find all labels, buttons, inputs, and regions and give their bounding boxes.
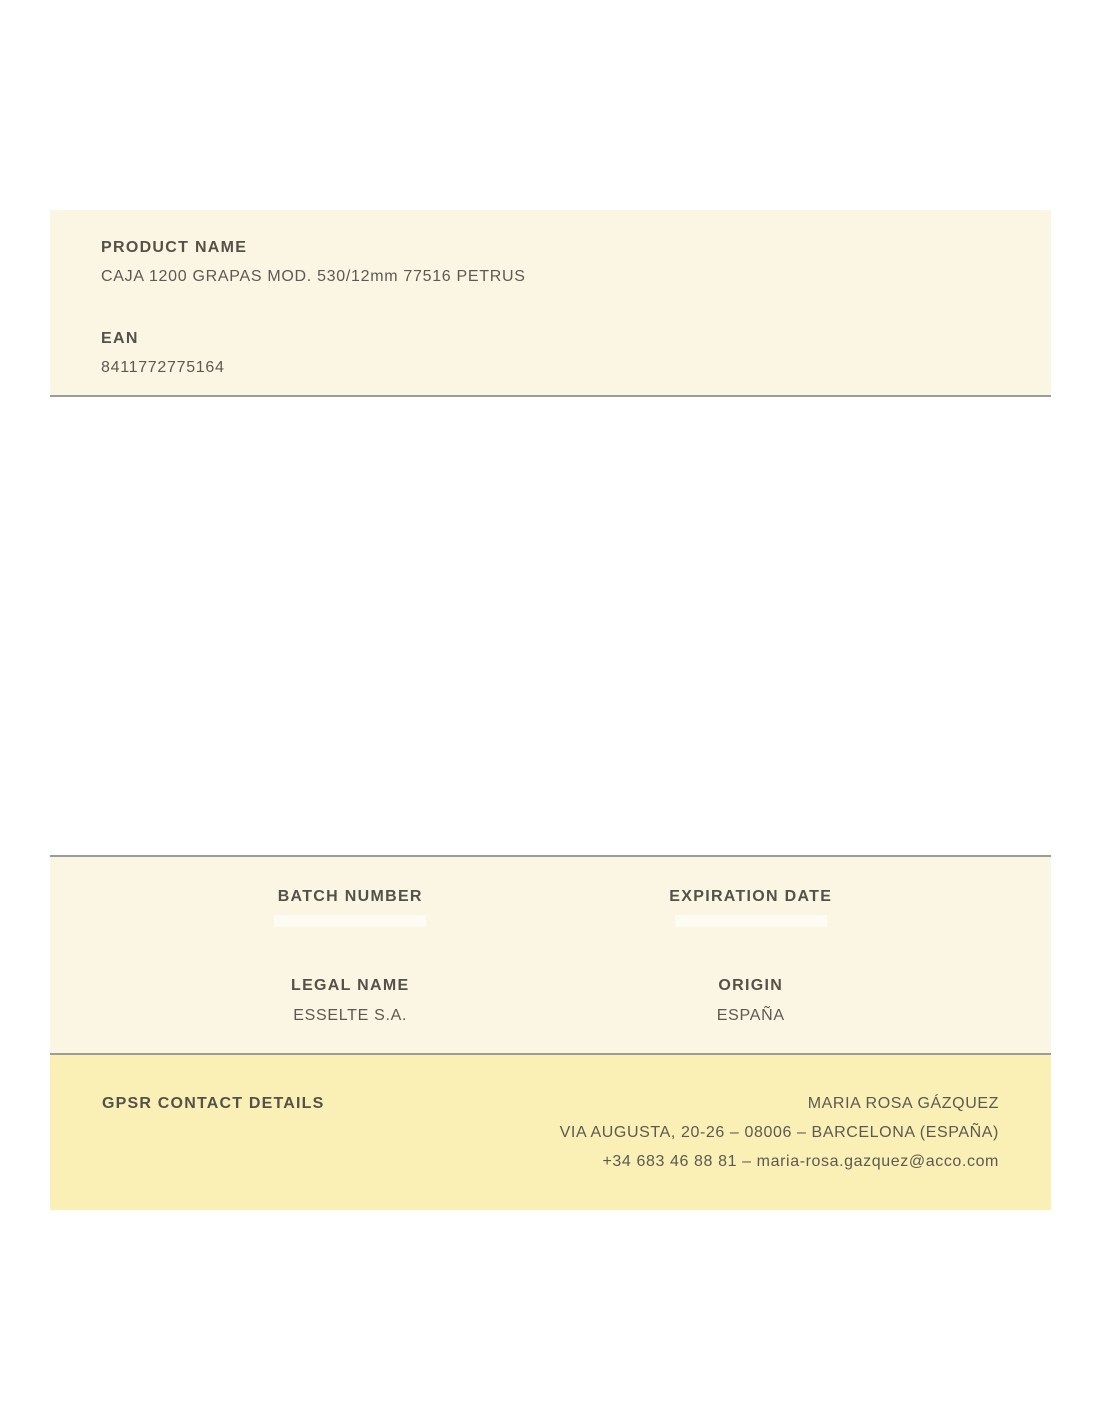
product-name-field [101, 239, 1000, 286]
batch-origin-panel [50, 855, 1051, 1055]
gpsr-contact-panel [50, 1055, 1051, 1210]
ean-label: EAN [101, 330, 139, 347]
legal-name-label: LEGAL NAME [291, 977, 410, 994]
product-info-panel [50, 210, 1051, 397]
expiration-date-label: EXPIRATION DATE [669, 888, 833, 905]
expiration-date-value-field [675, 915, 827, 927]
origin-value: ESPAÑA [716, 1007, 785, 1024]
origin-cell [551, 977, 952, 1025]
batch-number-label: BATCH NUMBER [277, 888, 423, 905]
gpsr-contact-info [560, 1089, 999, 1176]
legal-name-value: ESSELTE S.A. [293, 1007, 408, 1024]
batch-number-cell [150, 888, 551, 927]
details-grid [150, 888, 951, 1025]
expiration-date-cell [551, 888, 952, 927]
contact-address: VIA AUGUSTA, 20-26 – 08006 – BARCELONA (ESPAÑA) [559, 1124, 999, 1141]
product-name-label: PRODUCT NAME [101, 239, 248, 256]
product-name-value: CAJA 1200 GRAPAS MOD. 530/12mm 77516 PETRUS [101, 268, 526, 285]
batch-number-value-field [274, 915, 426, 927]
legal-name-cell [150, 977, 551, 1025]
origin-label: ORIGIN [718, 977, 784, 994]
contact-name: MARIA ROSA GÁZQUEZ [807, 1095, 999, 1112]
gpsr-contact-details-label: GPSR CONTACT DETAILS [102, 1095, 325, 1112]
ean-field [101, 330, 1000, 377]
contact-phone-email: +34 683 46 88 81 – maria-rosa.gazquez@acco.com [602, 1153, 999, 1170]
ean-value: 8411772775164 [101, 359, 225, 376]
